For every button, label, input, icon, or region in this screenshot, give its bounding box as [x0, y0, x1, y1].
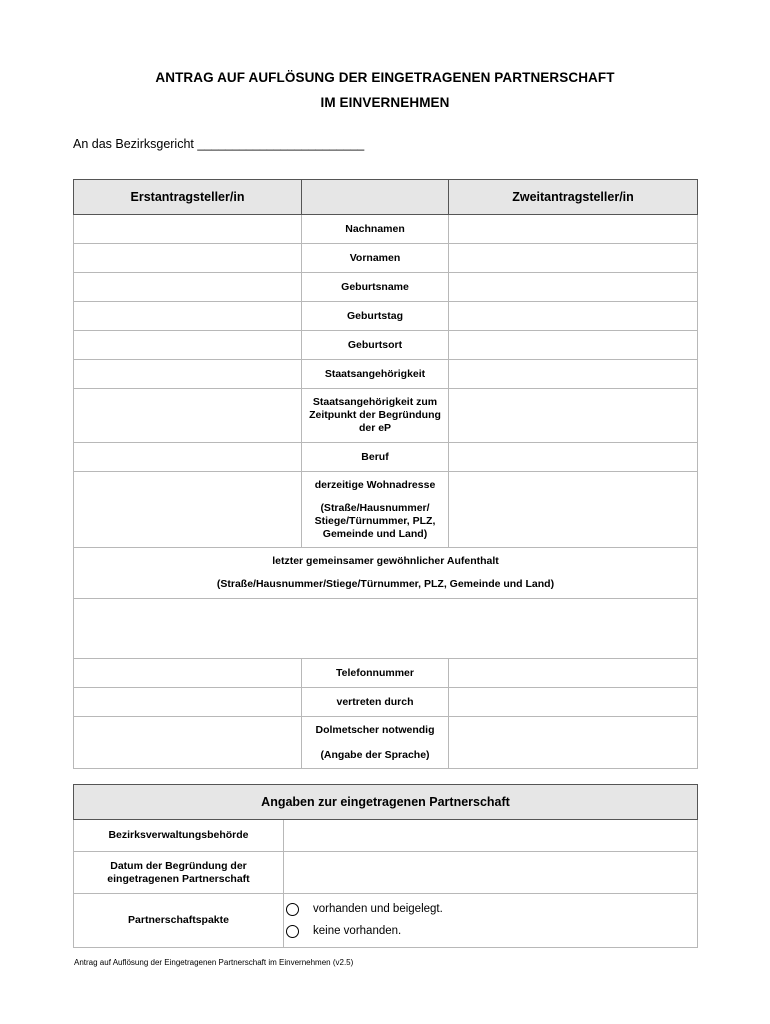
label-common-residence-hint: (Straße/Hausnummer/Stiege/Türnummer, PLZ, Gemeinde und Land)	[216, 578, 555, 590]
label-phone: Telefonnummer	[302, 659, 449, 688]
second-represented-by-field[interactable]	[449, 688, 698, 717]
first-birthdate-field[interactable]	[74, 302, 302, 331]
label-founding-date: Datum der Begründung der eingetragenen Partnerschaft	[74, 852, 284, 894]
second-address-field[interactable]	[449, 472, 698, 548]
option-present[interactable]	[284, 899, 697, 921]
founding-date-field[interactable]	[284, 852, 698, 894]
label-citizenship: Staatsangehörigkeit	[302, 360, 449, 389]
first-firstname-field[interactable]	[74, 244, 302, 273]
second-lastname-field[interactable]	[449, 215, 698, 244]
first-citizenship-field[interactable]	[74, 360, 302, 389]
row-firstname	[74, 244, 698, 273]
option-none-label: keine vorhanden.	[313, 925, 402, 937]
label-represented-by: vertreten durch	[302, 688, 449, 717]
header-second-applicant: Zweitantragsteller/in	[449, 180, 698, 215]
label-birthdate: Geburtstag	[302, 302, 449, 331]
row-birthplace	[74, 331, 698, 360]
label-interpreter-cell	[302, 717, 449, 769]
row-citizenship	[74, 360, 698, 389]
partnership-header: Angaben zur eingetragenen Partnerschaft	[74, 785, 698, 820]
label-interpreter: Dolmetscher notwendig	[315, 723, 435, 736]
court-blank-field[interactable]: ________________________	[197, 137, 365, 151]
first-birthplace-field[interactable]	[74, 331, 302, 360]
partnership-header-row	[74, 785, 698, 820]
first-represented-by-field[interactable]	[74, 688, 302, 717]
document-title: ANTRAG AUF AUFLÖSUNG DER EINGETRAGENEN PARTNERSCHAFT	[155, 70, 615, 85]
second-profession-field[interactable]	[449, 443, 698, 472]
row-birthname	[74, 273, 698, 302]
page-footer: Antrag auf Auflösung der Eingetragenen Partnerschaft im Einvernehmen (v2.5)	[74, 958, 354, 967]
court-line	[73, 137, 364, 151]
row-birthdate	[74, 302, 698, 331]
label-address-cell	[302, 472, 449, 548]
row-address	[74, 472, 698, 548]
row-citizenship-ep	[74, 389, 698, 443]
common-residence-field[interactable]	[74, 599, 698, 659]
second-birthdate-field[interactable]	[449, 302, 698, 331]
second-interpreter-field[interactable]	[449, 717, 698, 769]
first-birthname-field[interactable]	[74, 273, 302, 302]
row-phone	[74, 659, 698, 688]
partnership-table	[73, 784, 698, 948]
row-common-residence-label	[74, 548, 698, 599]
label-common-residence: letzter gemeinsamer gewöhnlicher Aufenthalt	[272, 555, 499, 567]
row-authority	[74, 820, 698, 852]
label-citizenship-ep: Staatsangehörigkeit zum Zeitpunkt der Begründung der eP	[302, 389, 449, 443]
second-birthplace-field[interactable]	[449, 331, 698, 360]
first-phone-field[interactable]	[74, 659, 302, 688]
label-interpreter-hint: (Angabe der Sprache)	[320, 748, 430, 761]
second-firstname-field[interactable]	[449, 244, 698, 273]
radio-present[interactable]	[286, 903, 299, 916]
label-birthname: Geburtsname	[302, 273, 449, 302]
first-address-field[interactable]	[74, 472, 302, 548]
header-first-applicant: Erstantragsteller/in	[74, 180, 302, 215]
second-birthname-field[interactable]	[449, 273, 698, 302]
label-firstname: Vornamen	[302, 244, 449, 273]
court-label: An das Bezirksgericht	[73, 137, 194, 151]
second-citizenship-field[interactable]	[449, 360, 698, 389]
row-lastname	[74, 215, 698, 244]
option-present-label: vorhanden und beigelegt.	[313, 903, 443, 915]
pacts-options	[284, 894, 698, 948]
row-interpreter	[74, 717, 698, 769]
label-address-hint: (Straße/Hausnummer/ Stiege/Türnummer, PLZ, Gemeinde und Land)	[314, 501, 436, 540]
header-spacer	[302, 180, 449, 215]
radio-none[interactable]	[286, 925, 299, 938]
label-birthplace: Geburtsort	[302, 331, 449, 360]
label-profession: Beruf	[302, 443, 449, 472]
row-represented-by	[74, 688, 698, 717]
label-authority: Bezirksverwaltungsbehörde	[74, 820, 284, 852]
first-interpreter-field[interactable]	[74, 717, 302, 769]
label-lastname: Nachnamen	[302, 215, 449, 244]
option-none[interactable]	[284, 921, 697, 943]
first-citizenship-ep-field[interactable]	[74, 389, 302, 443]
first-lastname-field[interactable]	[74, 215, 302, 244]
common-residence-label-cell	[74, 548, 698, 599]
row-pacts	[74, 894, 698, 948]
second-citizenship-ep-field[interactable]	[449, 389, 698, 443]
parties-table	[73, 179, 698, 769]
label-address: derzeitige Wohnadresse	[314, 478, 436, 491]
authority-field[interactable]	[284, 820, 698, 852]
parties-header-row	[74, 180, 698, 215]
row-founding-date	[74, 852, 698, 894]
second-phone-field[interactable]	[449, 659, 698, 688]
document-subtitle: IM EINVERNEHMEN	[320, 95, 450, 110]
row-profession	[74, 443, 698, 472]
row-common-residence-field	[74, 599, 698, 659]
first-profession-field[interactable]	[74, 443, 302, 472]
label-pacts: Partnerschaftspakte	[74, 894, 284, 948]
